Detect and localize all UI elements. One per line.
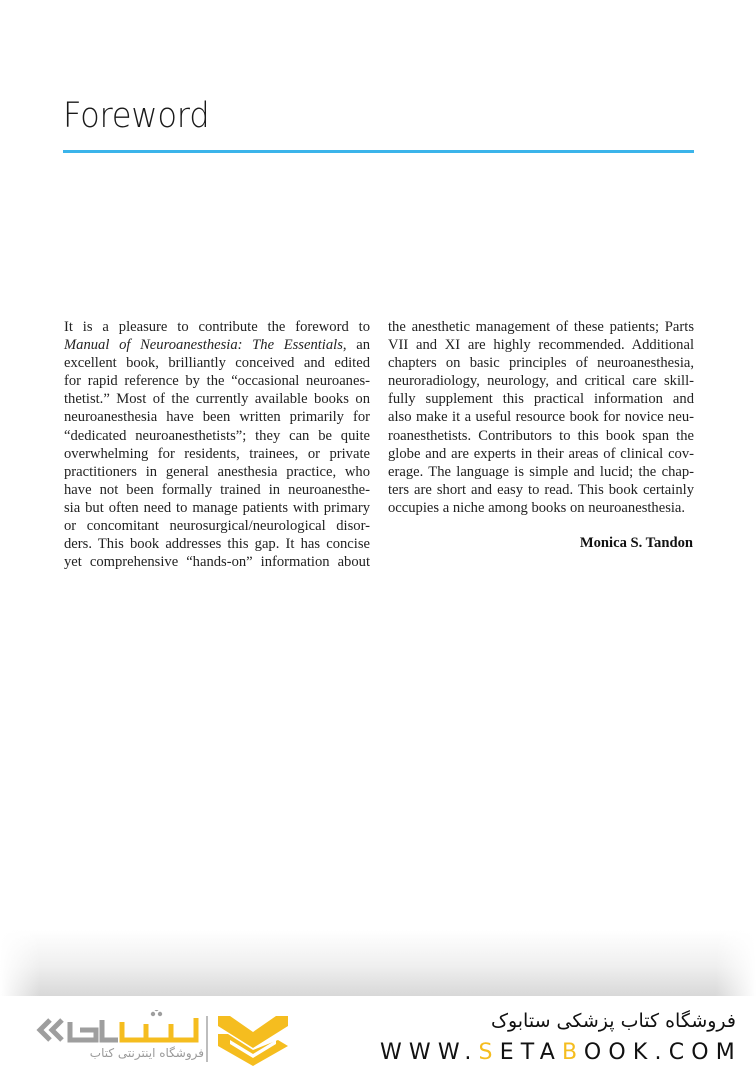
page-title: Foreword (63, 96, 210, 136)
text-line: It is a pleasure to contribute the foreword to (64, 319, 370, 335)
url-part: OOK.COM (583, 1040, 742, 1065)
text-line: yet comprehensive “hands-on” information about (64, 554, 370, 571)
book-title: Manual of Neuroanesthesia: The Essentials (64, 337, 343, 354)
text-line: chapters on basic principles of neuroanesthesia, (388, 355, 694, 372)
text-line: erage. The language is simple and lucid; the chap- (388, 463, 694, 480)
footer-shadow (0, 930, 756, 996)
text-line: practitioners in general anesthesia practice, who (64, 463, 370, 480)
setabook-logo[interactable] (36, 1010, 296, 1070)
text-line: ders. This book addresses this gap. It has concise (64, 536, 370, 553)
text-line: sia but often need to manage patients with primary (64, 499, 370, 516)
text-line: the anesthetic management of these patients; Parts (388, 319, 694, 335)
publisher-footer (0, 996, 756, 1080)
url-part-highlight: S (478, 1040, 500, 1065)
text-line: also make it a useful resource book for novice neu- (388, 409, 694, 426)
foreword-left-column (64, 318, 370, 571)
url-part: WWW. (379, 1040, 479, 1065)
text-line: for rapid reference by the “occasional neuroanes- (64, 373, 370, 390)
author-signature: Monica S. Tandon (579, 535, 693, 551)
setabook-wordmark-icon (36, 1010, 204, 1050)
text-line: overwhelming for residents, trainees, or private (64, 445, 370, 462)
text-line: VII and XI are highly recommended. Additional (388, 337, 694, 354)
logo-subtitle: فروشگاه اینترنتی کتاب (89, 1046, 204, 1060)
url-part-highlight: B (561, 1040, 584, 1065)
chevron-emblem-icon (216, 1012, 290, 1068)
foreword-right-column (388, 318, 694, 517)
text-line: ters are short and easy to read. This book certainly (388, 481, 694, 498)
logo-divider (206, 1016, 208, 1062)
text-line: have not been formally trained in neuroanesthe- (64, 481, 370, 498)
text-line: globe and are experts in their areas of clinical cov- (388, 445, 694, 462)
text-line: thetist.” Most of the currently available books on (64, 391, 370, 408)
text-line: roanesthetists. Contributors to this book span the (388, 427, 694, 444)
url-part: ETA (499, 1040, 562, 1065)
text-fragment: , an (342, 337, 370, 354)
text-line-book-title (64, 336, 370, 354)
text-line: “dedicated neuroanesthetists”; they can be quite (64, 427, 370, 444)
text-line: excellent book, brilliantly conceived and edited (64, 355, 370, 372)
text-line: occupies a niche among books on neuroanesthesia. (388, 499, 686, 516)
text-line: neuroanesthesia have been written primarily for (64, 409, 370, 426)
store-url-link[interactable] (380, 1040, 742, 1065)
text-line: or concomitant neurosurgical/neurological disor- (64, 518, 370, 535)
title-rule (63, 150, 694, 153)
store-name: فروشگاه کتاب پزشکی ستابوک (490, 1010, 736, 1032)
text-line: neuroradiology, neurology, and critical care skill- (388, 373, 694, 390)
text-line: fully supplement this practical information and (388, 391, 694, 408)
